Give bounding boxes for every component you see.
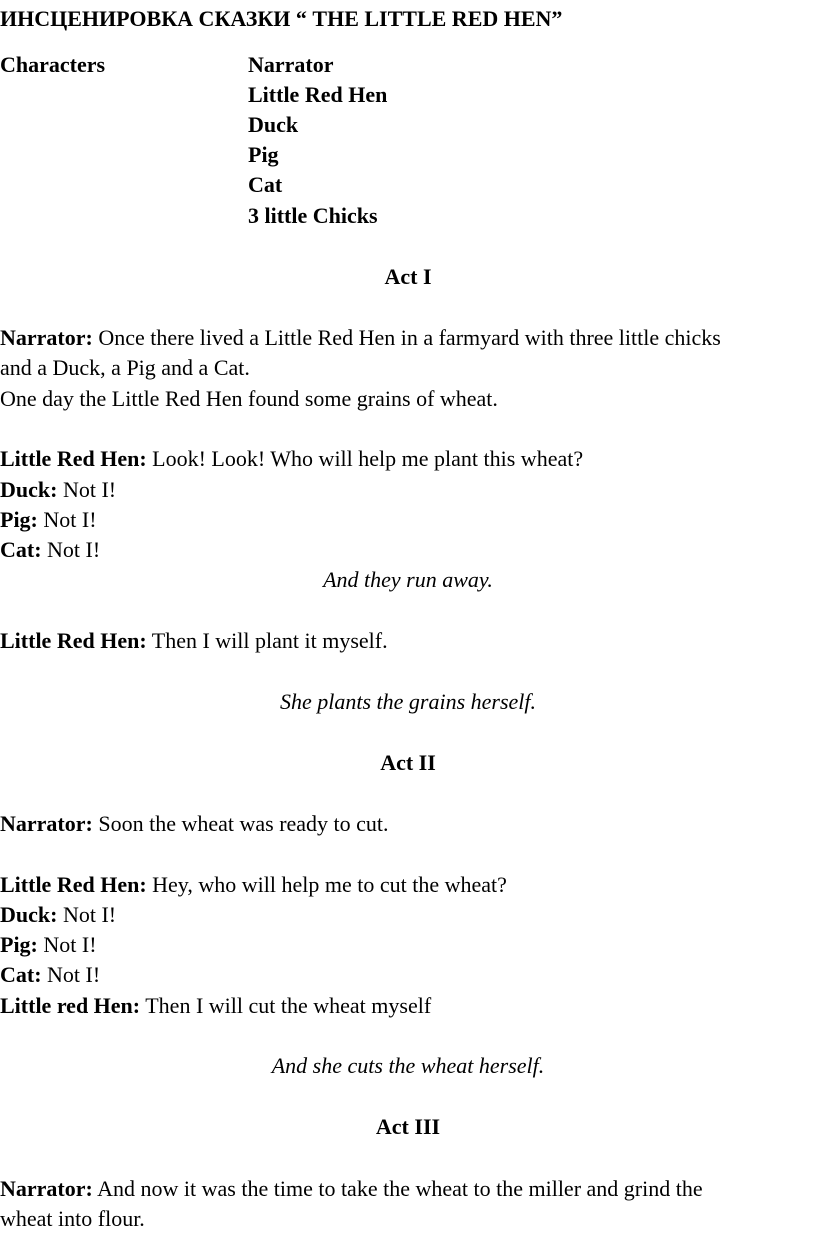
dialogue-text: Not I!	[43, 932, 97, 957]
act-heading: Act III	[375, 1114, 441, 1139]
stage-direction: And they run away.	[323, 567, 493, 592]
character-item: Narrator	[248, 52, 334, 77]
dialogue-text: Not I!	[47, 537, 101, 562]
dialogue-text: wheat into flour.	[0, 1206, 145, 1231]
speaker-name: Duck:	[0, 477, 58, 502]
speaker-name: Narrator:	[0, 325, 93, 350]
speaker-name: Duck:	[0, 902, 58, 927]
act-heading: Act II	[380, 750, 436, 775]
speaker-name: Narrator:	[0, 1176, 93, 1201]
character-item: Pig	[248, 142, 279, 167]
dialogue-line	[0, 872, 507, 898]
dialogue-text: And now it was the time to take the wheat to the miller and grind the	[97, 1176, 703, 1201]
dialogue-line	[0, 507, 97, 533]
dialogue-line	[0, 993, 431, 1019]
page-title: ИНСЦЕНИРОВКА СКАЗКИ “ THE LITTLE RED HEN”	[0, 6, 563, 31]
dialogue-text: and a Duck, a Pig and a Cat.	[0, 355, 250, 380]
dialogue-text: Then I will plant it myself.	[151, 628, 388, 653]
speaker-name: Cat:	[0, 962, 42, 987]
dialogue-text: Then I will cut the wheat myself	[145, 993, 432, 1018]
dialogue-line	[0, 811, 389, 837]
dialogue-line	[0, 628, 388, 654]
dialogue-text: Once there lived a Little Red Hen in a farmyard with three little chicks	[98, 325, 721, 350]
speaker-name: Narrator:	[0, 811, 93, 836]
speaker-name: Pig:	[0, 507, 38, 532]
character-item: Duck	[248, 112, 299, 137]
dialogue-text: Not I!	[62, 902, 117, 927]
dialogue-text: Soon the wheat was ready to cut.	[98, 811, 389, 836]
dialogue-line	[0, 477, 116, 503]
character-item: Little Red Hen	[248, 82, 388, 107]
dialogue-line	[0, 932, 97, 958]
dialogue-line	[0, 902, 116, 928]
dialogue-text: Hey, who will help me to cut the wheat?	[152, 872, 507, 897]
speaker-name: Little red Hen:	[0, 993, 141, 1018]
speaker-name: Cat:	[0, 537, 42, 562]
stage-direction: And she cuts the wheat herself.	[271, 1053, 545, 1078]
characters-label: Characters	[0, 52, 106, 77]
dialogue-line	[0, 537, 100, 563]
dialogue-text: Not I!	[47, 962, 101, 987]
dialogue-line	[0, 325, 721, 351]
stage-direction: She plants the grains herself.	[279, 689, 537, 714]
dialogue-text: Look! Look! Who will help me plant this wheat?	[152, 446, 584, 471]
dialogue-text: Not I!	[62, 477, 117, 502]
character-item: Cat	[248, 172, 283, 197]
dialogue-text: One day the Little Red Hen found some grains of wheat.	[0, 386, 498, 411]
speaker-name: Little Red Hen:	[0, 628, 147, 653]
speaker-name: Little Red Hen:	[0, 872, 147, 897]
speaker-name: Little Red Hen:	[0, 446, 147, 471]
dialogue-line	[0, 446, 583, 472]
character-item: 3 little Chicks	[248, 203, 378, 228]
speaker-name: Pig:	[0, 932, 38, 957]
dialogue-text: Not I!	[43, 507, 97, 532]
dialogue-line	[0, 1176, 703, 1202]
act-heading: Act I	[384, 264, 432, 289]
dialogue-line	[0, 962, 100, 988]
